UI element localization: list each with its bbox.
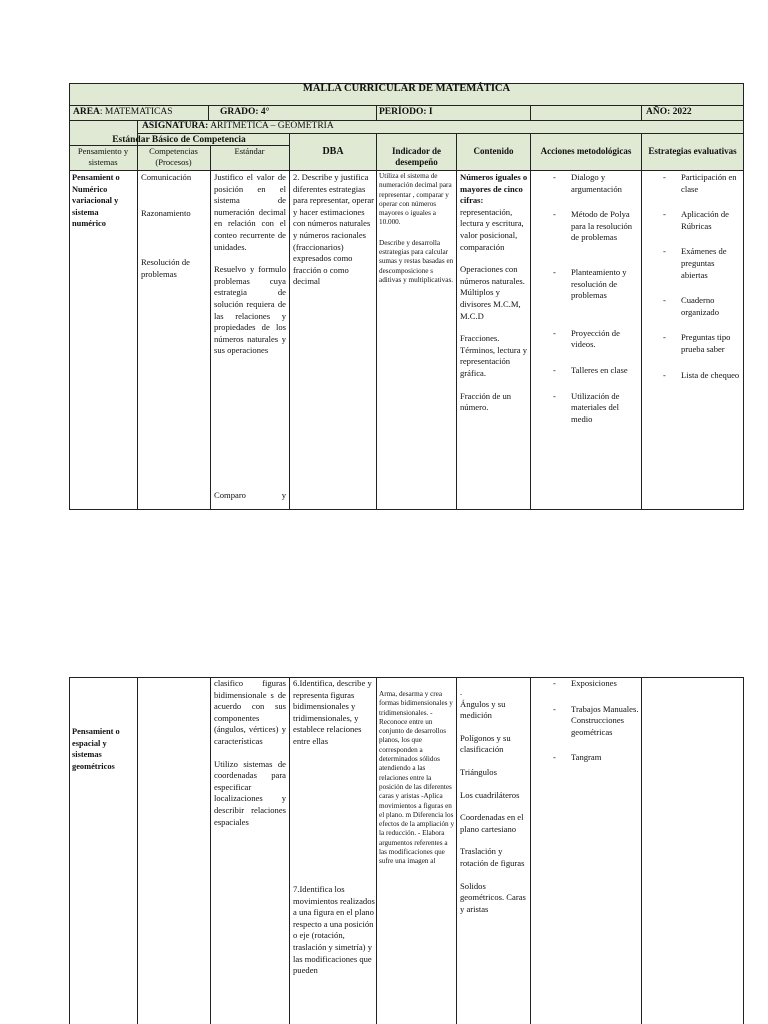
contenido-cuadrilateros: Los cuadriláteros xyxy=(460,789,520,800)
col-header-pensamiento: Pensamiento y sistemas xyxy=(77,146,129,167)
contenido-solidos: Solidos geométricos. Caras y aristas xyxy=(460,880,526,914)
contenido-dot: . xyxy=(460,687,463,697)
accion-item: - Exposiciones xyxy=(547,678,641,690)
accion-item: - Proyección de videos. xyxy=(547,328,641,351)
indicador-text-1: Utiliza el sistema de numeración decimal para representar , comparar y operar con números mayores o iguales a 10.000. xyxy=(379,172,452,227)
col-header-indicador: Indicador de desempeño xyxy=(391,146,442,167)
contenido-operaciones: Operaciones con números naturales. Múltiplos y divisores M.C.M, M.C.D xyxy=(460,264,525,321)
contenido-traslacion: Traslación y rotación de figuras xyxy=(460,846,525,868)
contenido-triangulos: Triángulos xyxy=(460,766,497,777)
accion-item: - Tangram xyxy=(547,752,641,764)
contenido-coordenadas: Coordenadas en el plano cartesiano xyxy=(460,812,524,834)
area-value: : MATEMATICAS xyxy=(99,107,173,117)
contenido-numeros-title: Números iguales o mayores de cinco cifras: xyxy=(460,172,528,206)
estrategia-item: - Exámenes de preguntas abiertas xyxy=(657,246,743,281)
estandar-text-3: Comparo y xyxy=(214,490,286,500)
contenido-poligonos: Polígonos y su clasificación xyxy=(460,732,511,755)
estrategia-item: - Participación en clase xyxy=(657,172,743,195)
col-header-dba: DBA xyxy=(322,146,344,157)
competencia-resolucion: Resolución de problemas xyxy=(141,257,190,279)
asignatura-key: ASIGNATURA: xyxy=(142,121,209,131)
col-header-contenido: Contenido xyxy=(473,146,514,156)
contenido-2 xyxy=(460,687,529,915)
competencia-comunicacion: Comunicación xyxy=(141,172,192,182)
pensamiento-numerico: Pensamient o Numérico variacional y sistema numérico xyxy=(72,173,120,229)
estrategia-item: - Aplicación de Rúbricas xyxy=(657,209,743,232)
estandar-1 xyxy=(214,172,286,357)
page-title: MALLA CURRICULAR DE MATEMÁTICA xyxy=(302,83,511,94)
estrategias-list-1 xyxy=(657,172,743,395)
indicador-text-2: Describe y desarrolla estrategias para calcular sumas y restas basadas en descomposicione s aditivas y multiplicativas. xyxy=(379,238,454,284)
grado-label: GRADO: 4° xyxy=(220,107,270,117)
accion-item: - Método de Polya para la resolución de problemas xyxy=(547,209,641,244)
estandar-2 xyxy=(214,678,286,828)
contenido-numeros xyxy=(460,172,529,253)
estandar-coordenadas: Utilizo sistemas de coordenadas para especificar localizaciones y describir relaciones espaciales xyxy=(214,758,286,827)
estandar-text-2: Resuelvo y formulo problemas cuya estrategia de solución requiera de las relaciones y propiedades de los números naturales y sus operaciones xyxy=(214,264,286,356)
anio-label: AÑO: 2022 xyxy=(646,107,692,117)
competencia-razonamiento: Razonamiento xyxy=(141,208,191,218)
periodo-label: PERÍODO: I xyxy=(379,107,433,117)
indicador-1 xyxy=(379,172,456,285)
dba-6: 6.Identifica, describe y representa figuras bidimensionales y tridimensionales, y establece relaciones entre ellas xyxy=(293,678,372,746)
col-header-competencias: Competencias (Procesos) xyxy=(149,146,198,167)
estrategia-item: - Preguntas tipo prueba saber xyxy=(657,332,743,355)
indicador-geometria: Arma, desarma y crea formas bidimensionales y tridimensionales. -Reconoce entre un conjunto de desarrollos planos, los que corresponden a determinados sólidos atendiendo a las relaciones entre la posición de las diferentes caras y aristas -Aplica movimientos a figuras en el plano. m Diferencia los efectos de la ampliación y la reducción. - Elabora argumentos referentes a las modificaciones que sufre una imagen al xyxy=(379,690,455,866)
dba-7: 7.Identifica los movimientos realizados a una figura en el plano respecto a una posición o eje (rotación, traslación y simetría) y las modificaciones que pueden xyxy=(293,884,375,976)
estrategia-item: - Lista de chequeo xyxy=(657,370,743,382)
area-label xyxy=(73,107,173,117)
contenido-angulos: Ángulos y su medición xyxy=(460,698,506,721)
acciones-list-2 xyxy=(547,678,641,778)
estandar-figuras: clasifico figuras bidimensionale s de acuerdo con sus componentes (ángulos, vértices) y características xyxy=(214,678,286,746)
asignatura-label xyxy=(142,121,334,131)
contenido-fracciones: Fracciones. Términos, lectura y representación gráfica. xyxy=(460,333,528,378)
asignatura-value: ARITMETICA – GEOMETRIA xyxy=(208,121,334,131)
estrategia-item: - Cuaderno organizado xyxy=(657,295,743,318)
contenido-1 xyxy=(460,172,529,414)
accion-item: - Planteamiento y resolución de problemas xyxy=(547,267,641,302)
accion-item: - Trabajos Manuales. Construcciones geométricas xyxy=(547,704,641,739)
col-header-estandar: Estándar xyxy=(234,146,265,156)
accion-item: - Dialogo y argumentación xyxy=(547,172,641,195)
col-header-acciones: Acciones metodológicas xyxy=(540,146,632,156)
accion-item: - Talleres en clase xyxy=(547,365,641,377)
acciones-list-1 xyxy=(547,172,641,439)
dba-2: 2. Describe y justifica diferentes estrategias para representar, operar y hacer estimaciones con números naturales y números racionales (fraccionarios) expresados como fracción o como decimal xyxy=(293,172,375,287)
contenido-numeros-rest: representación, lectura y escritura, valor posicional, comparación xyxy=(460,206,524,252)
estandar-text-1: Justifico el valor de posición en el sistema de numeración decimal en relación con el conteo recurrente de unidades. xyxy=(214,172,286,252)
col-header-estrategias: Estrategias evaluativas xyxy=(648,146,737,156)
estandar-basico-header: Estándar Básico de Competencia xyxy=(112,135,246,145)
pensamiento-espacial: Pensamient o espacial y sistemas geométricos xyxy=(72,727,120,771)
area-key: AREA xyxy=(73,107,100,117)
contenido-fraccion-numero: Fracción de un número. xyxy=(460,390,512,413)
accion-item: - Utilización de materiales del medio xyxy=(547,391,641,426)
